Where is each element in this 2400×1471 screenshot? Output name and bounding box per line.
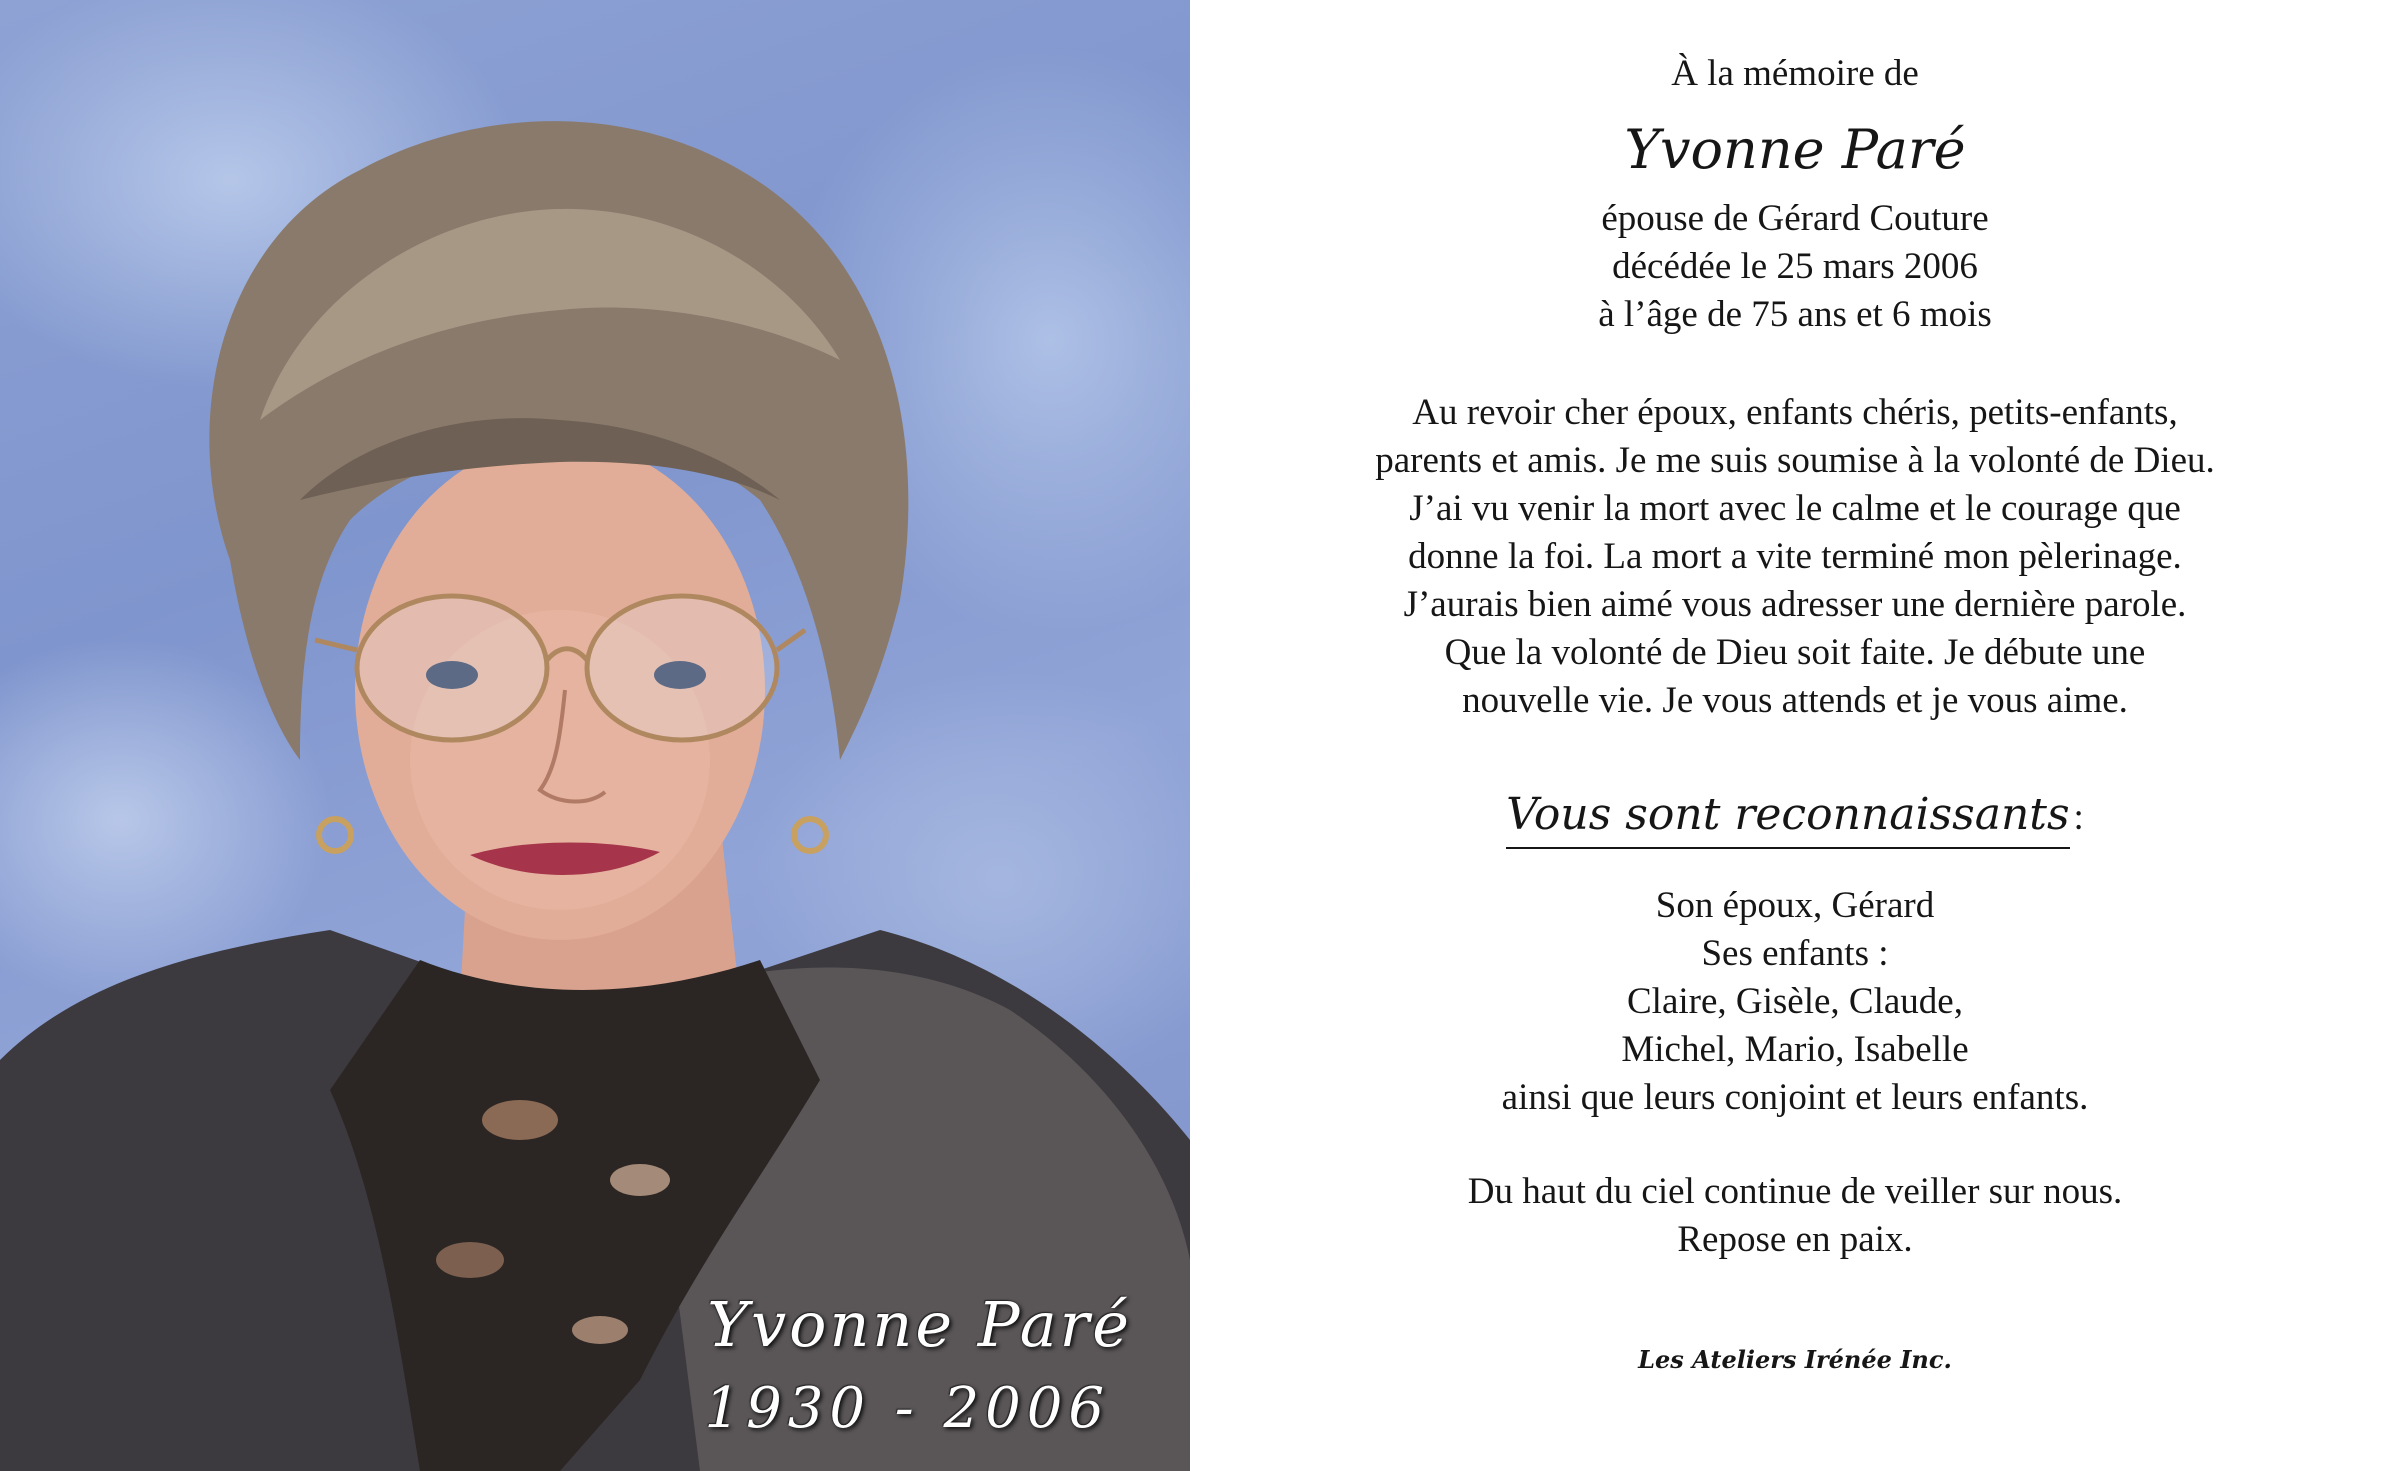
message-line: J’ai vu venir la mort avec le calme et le courage que [1409,488,2181,529]
photo-caption-name: Yvonne Paré [707,1288,1132,1361]
deceased-name: Yvonne Paré [1624,118,1966,181]
message-line: Que la volonté de Dieu soit faite. Je débute une [1444,632,2146,673]
age-line: à l’âge de 75 ans et 6 mois [1598,294,1992,335]
message-line: J’aurais bien aimé vous adresser une dernière parole. [1403,584,2187,625]
death-date-line: décédée le 25 mars 2006 [1612,246,1978,287]
thanks-title: Vous sont reconnaissants [1506,787,2069,849]
closing-line: Du haut du ciel continue de veiller sur nous. [1467,1171,2123,1212]
thanks-line: Son époux, Gérard [1655,885,1935,926]
memory-heading: À la mémoire de [1671,53,1919,94]
thanks-line: ainsi que leurs conjoint et leurs enfants. [1501,1077,2089,1118]
message-line: nouvelle vie. Je vous attends et je vous aime. [1462,680,2128,721]
closing-line: Repose en paix. [1677,1219,1913,1260]
memorial-text-panel [1190,0,2400,1471]
thanks-line: Michel, Mario, Isabelle [1621,1029,1969,1070]
portrait-illustration [0,0,1190,1471]
photo-caption-years: 1930 - 2006 [704,1376,1110,1441]
message-line: Au revoir cher époux, enfants chéris, petits-enfants, [1412,392,2178,433]
memorial-portrait [0,0,1190,1471]
publisher-credit: Les Ateliers Irénée Inc. [1638,1345,1952,1374]
spouse-line: épouse de Gérard Couture [1601,198,1989,239]
thanks-colon: : [2073,797,2084,838]
message-line: parents et amis. Je me suis soumise à la volonté de Dieu. [1375,440,2215,481]
thanks-line: Ses enfants : [1701,933,1889,974]
thanks-line: Claire, Gisèle, Claude, [1627,981,1963,1022]
message-line: donne la foi. La mort a vite terminé mon pèlerinage. [1408,536,2182,577]
thanks-heading [1190,787,2400,849]
